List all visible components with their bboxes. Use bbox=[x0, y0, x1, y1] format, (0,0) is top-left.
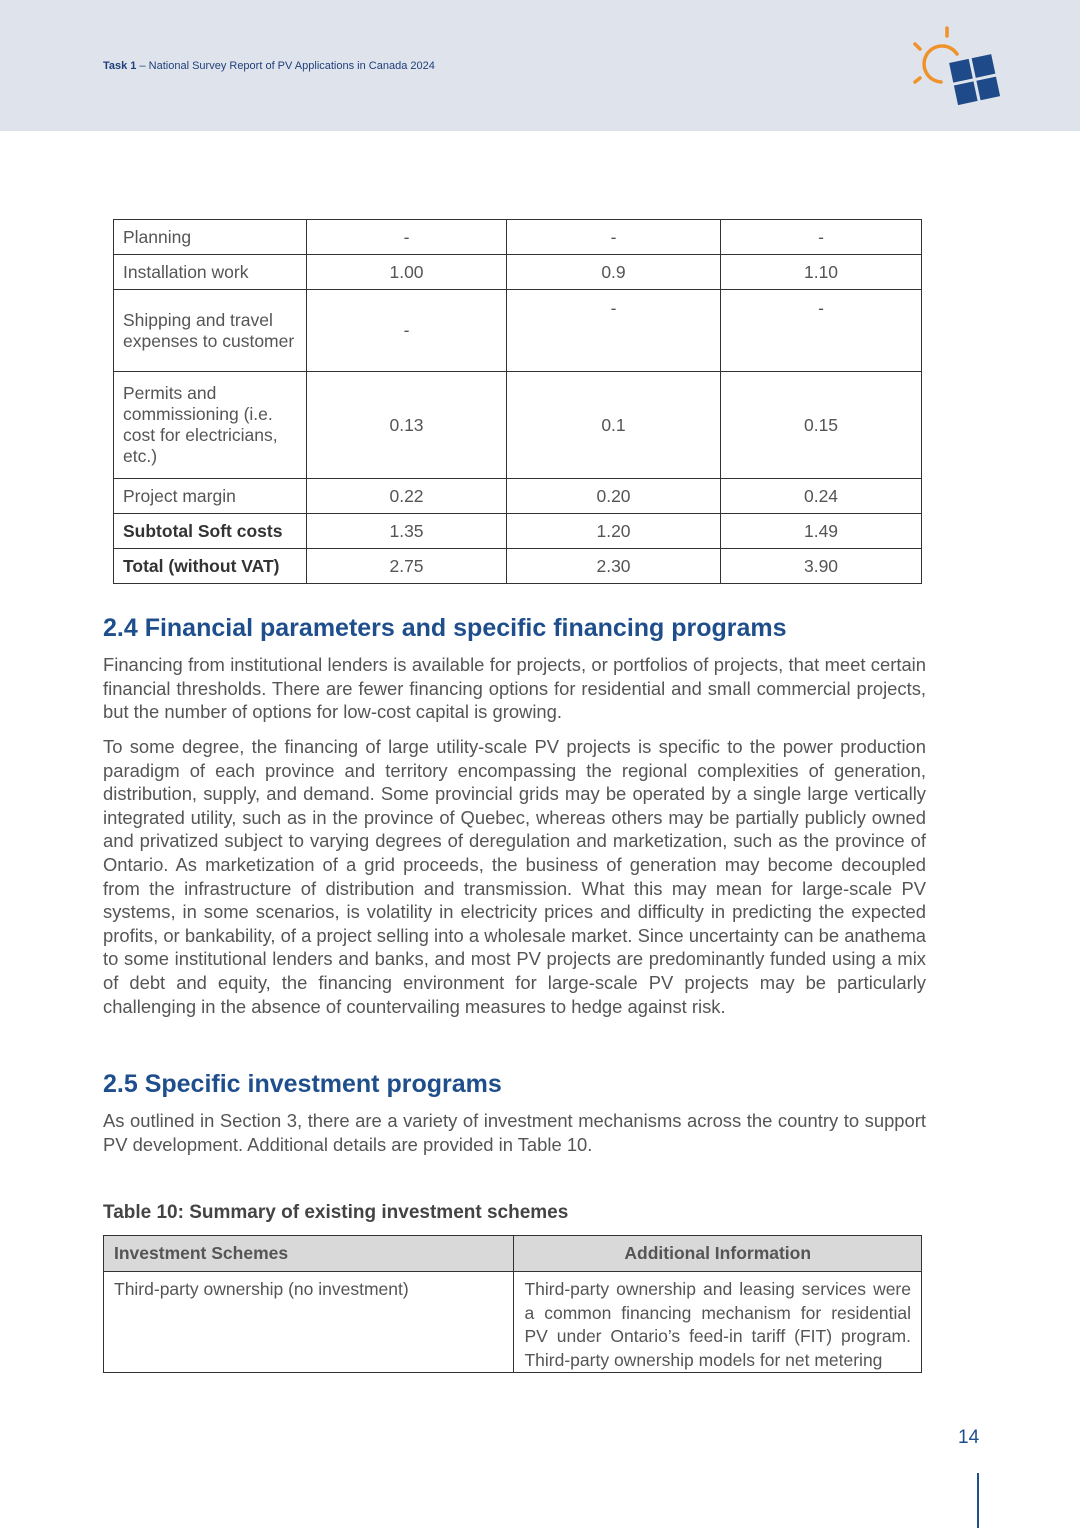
table-row bbox=[114, 290, 922, 372]
investment-schemes-table bbox=[103, 1235, 922, 1373]
paragraph: Financing from institutional lenders is available for projects, or portfolios of projects, that meet certain financial thresholds. There are fewer financing options for residential and small commercial projects, but the number of options for low-cost capital is growing. bbox=[103, 654, 926, 723]
column-header: Investment Schemes bbox=[104, 1236, 514, 1272]
report-title: – National Survey Report of PV Applications in Canada 2024 bbox=[136, 60, 435, 72]
value-cell: 1.49 bbox=[721, 514, 922, 549]
table-row bbox=[114, 255, 922, 290]
table-row bbox=[114, 549, 922, 584]
value-cell: 1.00 bbox=[307, 255, 507, 290]
section-heading-2-4: 2.4 Financial parameters and specific financing programs bbox=[103, 614, 787, 642]
value-cell: 2.30 bbox=[507, 549, 721, 584]
task-label: Task 1 bbox=[103, 60, 137, 72]
value-cell: 1.20 bbox=[507, 514, 721, 549]
row-label: Permits and commissioning (i.e. cost for electricians, etc.) bbox=[114, 372, 307, 479]
value-cell: - bbox=[507, 220, 721, 255]
row-label: Installation work bbox=[114, 255, 307, 290]
scheme-cell: Third-party ownership (no investment) bbox=[104, 1272, 514, 1373]
value-cell: - bbox=[507, 290, 721, 372]
value-cell: 1.35 bbox=[307, 514, 507, 549]
row-label: Subtotal Soft costs bbox=[114, 514, 307, 549]
value-cell: - bbox=[307, 290, 507, 372]
value-cell: 0.13 bbox=[307, 372, 507, 479]
section-heading-2-5: 2.5 Specific investment programs bbox=[103, 1070, 502, 1098]
value-cell: 0.15 bbox=[721, 372, 922, 479]
value-cell: 0.24 bbox=[721, 479, 922, 514]
table-row bbox=[114, 372, 922, 479]
table-row bbox=[114, 479, 922, 514]
table-row bbox=[114, 220, 922, 255]
cost-table bbox=[113, 219, 922, 584]
page-number: 14 bbox=[958, 1427, 980, 1448]
value-cell: 0.20 bbox=[507, 479, 721, 514]
value-cell: 0.9 bbox=[507, 255, 721, 290]
table-caption: Table 10: Summary of existing investment schemes bbox=[103, 1202, 569, 1223]
paragraph: To some degree, the financing of large utility-scale PV projects is specific to the power production paradigm of each province and territory encompassing the regional complexities of generation, distribution, supply, and demand. Some provincial grids may be operated by a single large vertically integrated utility, such as in the province of Quebec, whereas others may be partially publicly owned and privatized subject to varying degrees of deregulation and marketization, such as the province of Ontario. As marketization of a grid proceeds, the business of generation may become decoupled from the infrastructure of distribution and transmission. What this may mean for large-scale PV systems, in some scenarios, is volatility in electricity prices and difficulty in predicting the expected profits, or bankability, of a project selling into a wholesale market. Since uncertainty can be anathema to some institutional lenders and banks, and most PV projects are predominantly funded using a mix of debt and equity, the financing environment for large-scale PV projects may be particularly challenging in the absence of countervailing measures to hedge against risk. bbox=[103, 736, 926, 1017]
row-label: Project margin bbox=[114, 479, 307, 514]
value-cell: 1.10 bbox=[721, 255, 922, 290]
value-cell: 0.22 bbox=[307, 479, 507, 514]
footer-divider bbox=[977, 1473, 979, 1528]
table-row bbox=[114, 514, 922, 549]
value-cell: 3.90 bbox=[721, 549, 922, 584]
table-row bbox=[104, 1272, 922, 1373]
paragraph: As outlined in Section 3, there are a variety of investment mechanisms across the country to support PV development. Additional details are provided in Table 10. bbox=[103, 1110, 926, 1155]
value-cell: 2.75 bbox=[307, 549, 507, 584]
info-cell: Third-party ownership and leasing services were a common financing mechanism for residential PV under Ontario’s feed-in tariff (FIT) program. Third-party ownership models for net metering bbox=[514, 1272, 922, 1373]
row-label: Total (without VAT) bbox=[114, 549, 307, 584]
value-cell: - bbox=[307, 220, 507, 255]
header-title bbox=[103, 60, 435, 72]
row-label: Shipping and travel expenses to customer bbox=[114, 290, 307, 372]
page-header bbox=[0, 0, 1080, 131]
iea-pvps-logo-icon bbox=[905, 24, 1005, 114]
row-label: Planning bbox=[114, 220, 307, 255]
column-header: Additional Information bbox=[514, 1236, 922, 1272]
value-cell: - bbox=[721, 220, 922, 255]
value-cell: 0.1 bbox=[507, 372, 721, 479]
value-cell: - bbox=[721, 290, 922, 372]
